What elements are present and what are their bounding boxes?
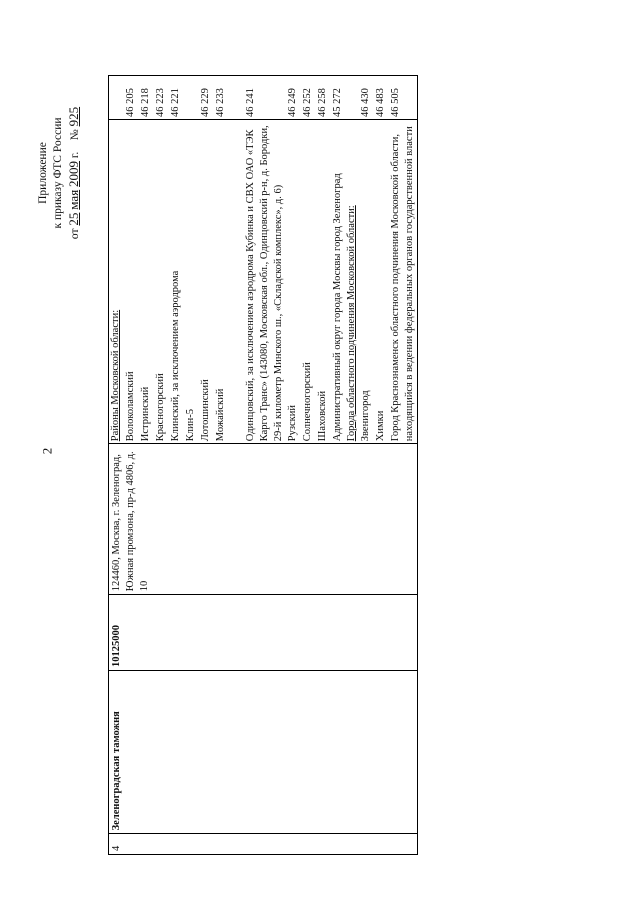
territory-item: Можайский: [215, 388, 226, 442]
okato-code: 46 258: [317, 88, 328, 117]
territory-item: Лотошинский: [200, 379, 211, 442]
okato-code: 46 223: [155, 88, 166, 117]
customs-address: 124460, Москва, г. Зеленоград, Южная промзона, пр-д 4806, д. 10: [109, 444, 418, 595]
territory-item: Звенигород: [360, 390, 371, 442]
okato-code: 46 249: [287, 88, 298, 117]
order-month: мая: [66, 189, 81, 210]
order-number: 925: [66, 106, 81, 127]
territory-item: Истринский: [140, 386, 151, 442]
territory-item: Одинцовский, за исключением аэродрома Кубинка и СВХ ОАО «ТЭК Карго Транс» (143080, Московская обл., Одинцовский р-н, д. Бородки, 29-й километр Минского ш., «Складской комплекс», д. 6): [245, 125, 284, 442]
territory-item: Химки: [375, 410, 386, 442]
header-line1: Приложение: [37, 142, 49, 204]
territory-item: Районы Московской области:: [110, 309, 121, 442]
territory-item: Города областного подчинения Московской области:: [346, 205, 357, 442]
okato-code: [229, 76, 244, 119]
okato-code: 46 229: [200, 88, 211, 117]
okato-code: 46 221: [170, 88, 181, 117]
territory-item: Красногорский: [155, 373, 166, 442]
rotated-page: [37, 75, 580, 855]
customs-name: Зеленоградская таможня: [109, 671, 418, 834]
okato-code: 46 233: [215, 88, 226, 117]
territory-item: Рузский: [287, 405, 298, 442]
okato-code: 46 205: [125, 88, 136, 117]
territory-item: Клин-5: [185, 409, 196, 442]
document-header: [36, 83, 83, 263]
order-year: 2009: [66, 160, 81, 187]
order-line: от 25 мая 2009 г. № 925: [66, 106, 81, 240]
row-index: 4: [109, 834, 418, 855]
okato-code: 46 252: [302, 88, 313, 117]
territory-list: [109, 120, 417, 443]
territory-item: Город Краснознаменск областного подчинения Московской области, находящийся в ведении федеральных органов государственной власти: [390, 126, 415, 442]
territory-item: Солнечногорский: [302, 362, 313, 442]
customs-code: 10125000: [109, 595, 418, 671]
table-row: [109, 76, 418, 855]
territory-item: Клинский, за исключением аэродрома: [170, 270, 181, 442]
territory-item: Шаховской: [317, 390, 328, 442]
customs-table: [108, 75, 418, 855]
okato-code: 46 505: [390, 88, 401, 117]
page-number: 2: [39, 447, 55, 455]
header-line2: к приказу ФТС России: [52, 117, 64, 229]
okato-code: 46 430: [360, 88, 371, 117]
territory-item: Административный округ города Москвы город Зеленоград: [332, 173, 343, 442]
okato-code: 46 483: [375, 88, 386, 117]
okato-code: 45 272: [332, 88, 343, 117]
order-day: 25: [66, 212, 81, 226]
territory-item: Волоколамский: [125, 371, 136, 442]
territory-item: [229, 120, 244, 443]
okato-code: 46 218: [140, 88, 151, 117]
okato-code: [184, 76, 199, 119]
okato-code: [109, 76, 124, 119]
okato-code-list: [109, 76, 417, 119]
okato-code: 46 241: [245, 88, 256, 117]
okato-code: [345, 76, 359, 119]
